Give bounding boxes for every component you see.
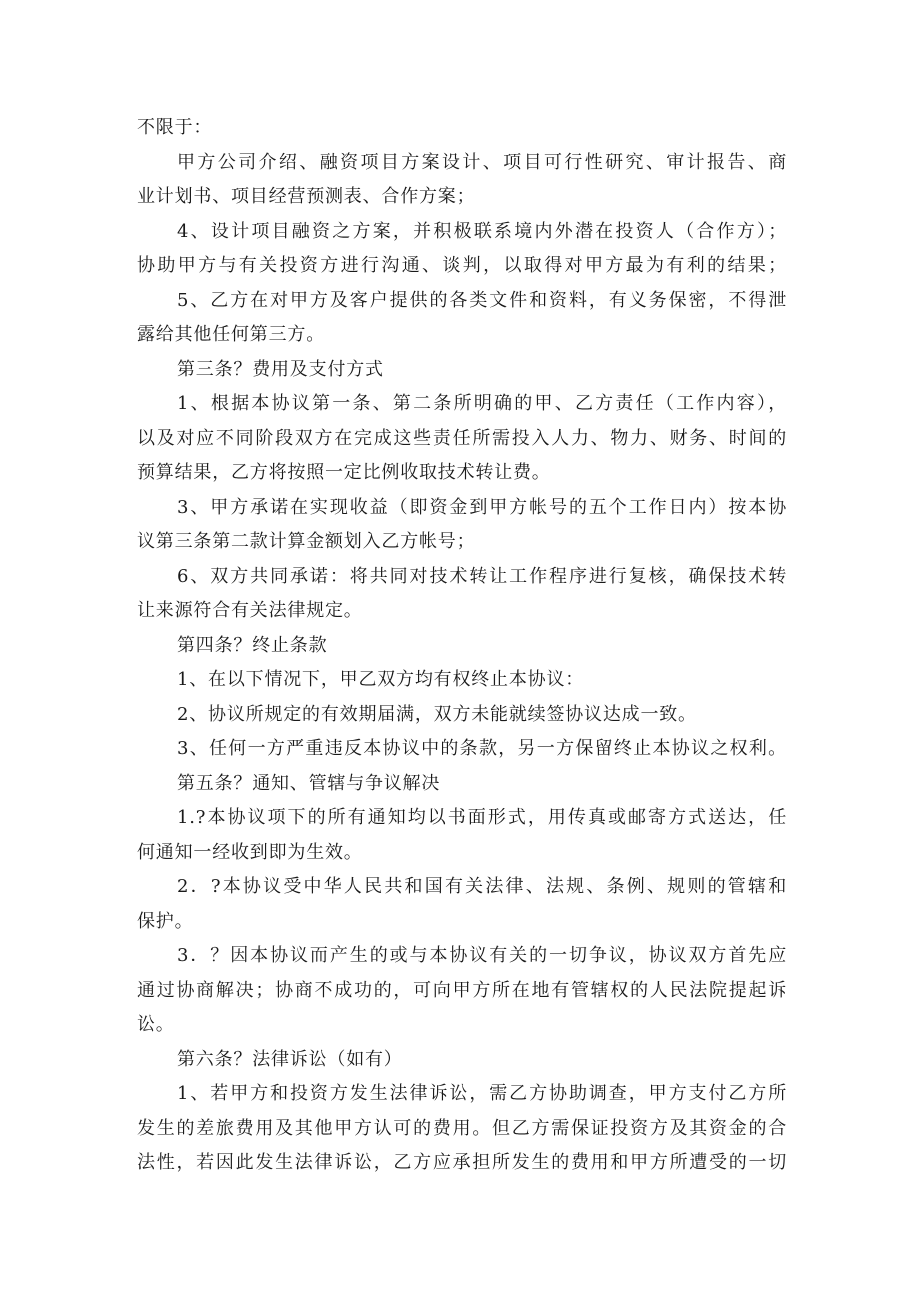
text-line: 2、协议所规定的有效期届满，双方未能就续签协议达成一致。 [177, 704, 697, 725]
text-line: 6、双方共同承诺：将共同对技术转让工作程序进行复核，确保技术转 [177, 566, 787, 587]
text-line: 何通知一经收到即为生效。 [137, 842, 363, 863]
text-line: 露给其他任何第三方。 [137, 324, 325, 345]
section-heading: 第三条？费用及支付方式 [177, 359, 384, 380]
text-line: 3、任何一方严重违反本协议中的条款，另一方保留终止本协议之权利。 [177, 738, 787, 759]
text-line: 法性，若因此发生法律诉讼，乙方应承担所发生的费用和甲方所遭受的一切 [137, 1152, 787, 1173]
text-line: 5、乙方在对甲方及客户提供的各类文件和资料，有义务保密，不得泄 [177, 290, 787, 311]
text-line: 协助甲方与有关投资方进行沟通、谈判，以取得对甲方最为有利的结果； [137, 255, 787, 276]
text-line: 保护。 [137, 911, 194, 932]
text-line: 让来源符合有关法律规定。 [137, 600, 363, 621]
section-heading: 第五条？通知、管辖与争议解决 [177, 773, 441, 794]
section-heading: 第四条？终止条款 [177, 635, 328, 656]
text-line: 以及对应不同阶段双方在完成这些责任所需投入人力、物力、财务、时间的 [137, 428, 787, 449]
text-line: 3．？因本协议而产生的或与本协议有关的一切争议，协议双方首先应 [177, 945, 787, 966]
text-line: 4、设计项目融资之方案，并积极联系境内外潜在投资人（合作方）； [177, 221, 787, 242]
text-line: 通过协商解决；协商不成功的，可向甲方所在地有管辖权的人民法院提起诉 [137, 980, 787, 1001]
text-line: 1、根据本协议第一条、第二条所明确的甲、乙方责任（工作内容）， [177, 393, 787, 414]
text-line: 1、若甲方和投资方发生法律诉讼，需乙方协助调查，甲方支付乙方所 [177, 1083, 787, 1104]
text-line: 讼。 [137, 1014, 175, 1035]
text-line: 预算结果，乙方将按照一定比例收取技术转让费。 [137, 462, 551, 483]
text-line: 议第三条第二款计算金额划入乙方帐号； [137, 531, 476, 552]
section-heading: 第六条？法律诉讼（如有） [177, 1049, 403, 1070]
text-line: 发生的差旅费用及其他甲方认可的费用。但乙方需保证投资方及其资金的合 [137, 1118, 787, 1139]
text-line: 1、在以下情况下，甲乙双方均有权终止本协议： [177, 669, 585, 690]
text-line: 3、甲方承诺在实现收益（即资金到甲方帐号的五个工作日内）按本协 [177, 497, 787, 518]
text-line: 1.?本协议项下的所有通知均以书面形式，用传真或邮寄方式送达，任 [177, 807, 787, 828]
text-line: 不限于： [137, 117, 213, 138]
text-line: 业计划书、项目经营预测表、合作方案； [137, 186, 476, 207]
text-line: 甲方公司介绍、融资项目方案设计、项目可行性研究、审计报告、商 [177, 152, 787, 173]
text-line: 2．?本协议受中华人民共和国有关法律、法规、条例、规则的管辖和 [177, 876, 787, 897]
